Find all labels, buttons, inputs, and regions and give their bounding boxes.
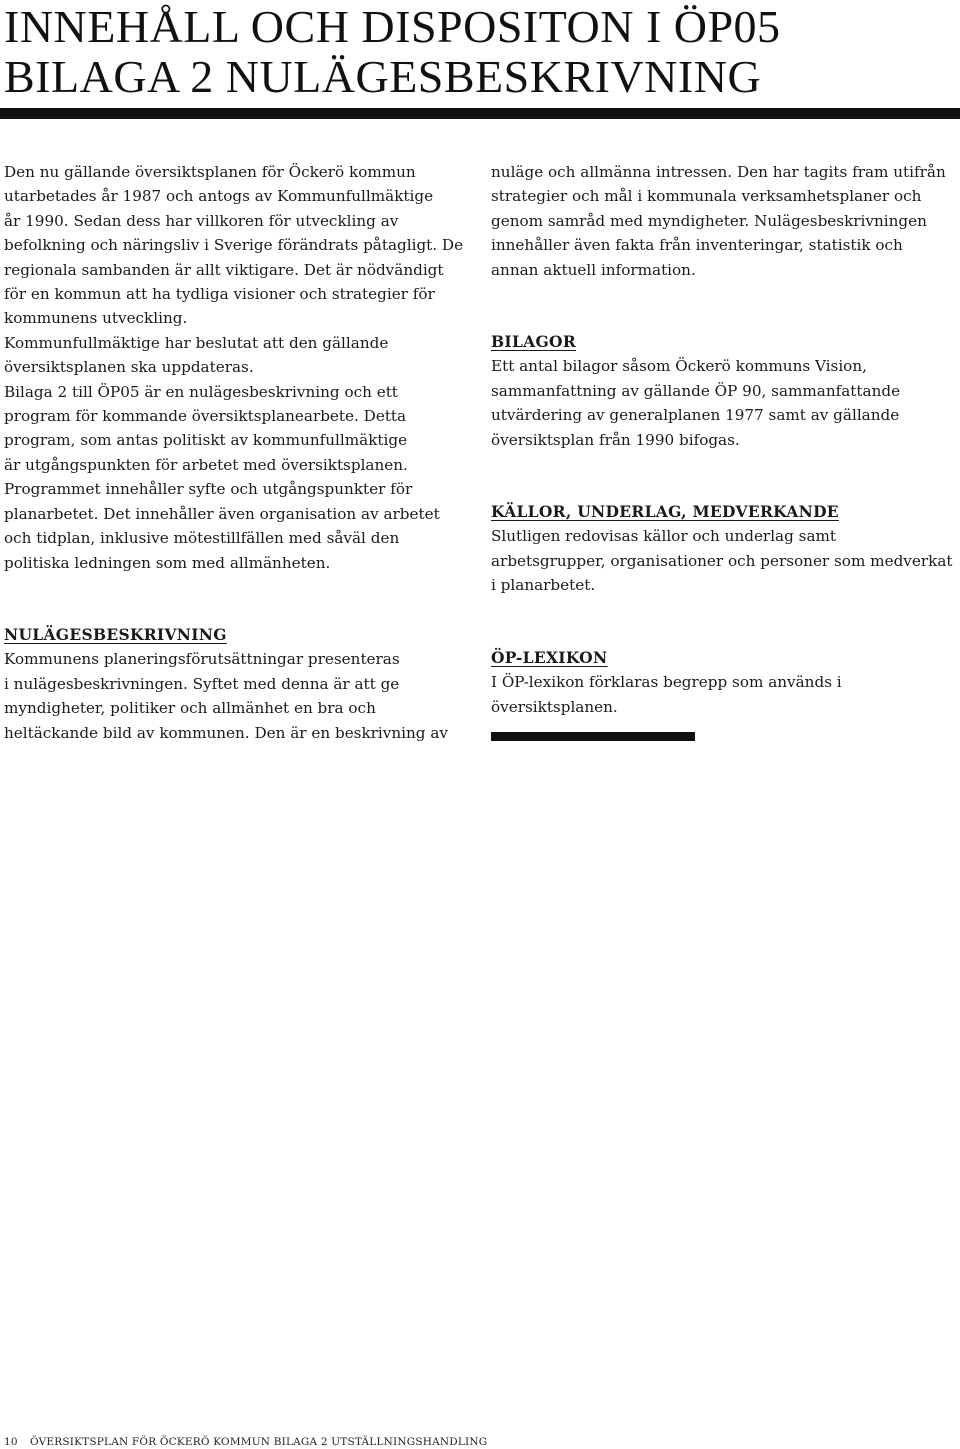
text-line: politiska ledningen som med allmänheten. bbox=[4, 553, 331, 572]
text-line: regionala sambanden är allt viktigare. Det är nödvändigt bbox=[4, 260, 444, 279]
text-line: befolkning och näringsliv i Sverige förändrats påtagligt. De bbox=[4, 236, 464, 255]
text-line: kommunens utveckling. bbox=[4, 309, 188, 328]
text-line: Programmet innehåller syfte och utgångspunkter för bbox=[4, 480, 413, 499]
text-line: utarbetades år 1987 och antogs av Kommunfullmäktige bbox=[4, 187, 434, 206]
text-line: innehåller även fakta från inventeringar, statistik och bbox=[491, 236, 903, 255]
nulagesbeskrivning-paragraph bbox=[4, 647, 474, 745]
continuation-paragraph bbox=[491, 160, 960, 282]
end-bar bbox=[491, 732, 695, 741]
text-line: är utgångspunkten för arbetet med översiktsplanen. bbox=[4, 455, 408, 474]
page-number: 10 bbox=[4, 1436, 18, 1448]
text-line: genom samråd med myndigheter. Nulägesbeskrivningen bbox=[491, 211, 927, 230]
text-line: I ÖP-lexikon förklaras begrepp som används i bbox=[491, 673, 842, 692]
text-line: Kommunfullmäktige har beslutat att den gällande bbox=[4, 333, 389, 352]
text-line: myndigheter, politiker och allmänhet en bra och bbox=[4, 699, 376, 718]
text-line: utvärdering av generalplanen 1977 samt av gällande bbox=[491, 406, 900, 425]
text-line: översiktsplan från 1990 bifogas. bbox=[491, 430, 740, 449]
text-line: arbetsgrupper, organisationer och personer som medverkat bbox=[491, 551, 953, 570]
text-line: och tidplan, inklusive mötestillfällen med såväl den bbox=[4, 529, 400, 548]
page-footer bbox=[4, 1436, 944, 1449]
text-line: planarbetet. Det innehåller även organisation av arbetet bbox=[4, 504, 440, 523]
text-line: i nulägesbeskrivningen. Syftet med denna är att ge bbox=[4, 674, 400, 693]
bilagor-heading: BILAGOR bbox=[491, 332, 576, 352]
right-column bbox=[491, 160, 960, 741]
text-line: översiktsplanen. bbox=[491, 697, 618, 716]
op-lexikon-paragraph bbox=[491, 670, 960, 719]
text-line: strategier och mål i kommunala verksamhetsplaner och bbox=[491, 187, 922, 206]
kallor-paragraph bbox=[491, 524, 960, 597]
text-line: sammanfattning av gällande ÖP 90, sammanfattande bbox=[491, 381, 901, 400]
nulagesbeskrivning-heading: NULÄGESBESKRIVNING bbox=[4, 624, 227, 644]
text-line: annan aktuell information. bbox=[491, 260, 696, 279]
page-title bbox=[4, 2, 954, 102]
op-lexikon-heading: ÖP-LEXIKON bbox=[491, 647, 608, 667]
text-line: Ett antal bilagor såsom Öckerö kommuns Vision, bbox=[491, 357, 867, 376]
text-line: Den nu gällande översiktsplanen för Öckerö kommun bbox=[4, 163, 416, 181]
text-line: Kommunens planeringsförutsättningar presenteras bbox=[4, 650, 400, 669]
text-line: Slutligen redovisas källor och underlag samt bbox=[491, 527, 837, 546]
title-line-1: INNEHÅLL OCH DISPOSITON I ÖP05 bbox=[4, 1, 781, 52]
text-line: program för kommande översiktsplanearbete. Detta bbox=[4, 407, 407, 426]
title-line-2: BILAGA 2 NULÄGESBESKRIVNING bbox=[4, 51, 762, 102]
text-line: i planarbetet. bbox=[491, 576, 596, 595]
header-rule bbox=[0, 108, 960, 119]
text-line: år 1990. Sedan dess har villkoren för utveckling av bbox=[4, 211, 399, 230]
text-line: heltäckande bild av kommunen. Den är en beskrivning av bbox=[4, 723, 448, 742]
text-line: nuläge och allmänna intressen. Den har tagits fram utifrån bbox=[491, 163, 946, 181]
text-line: översiktsplanen ska uppdateras. bbox=[4, 358, 254, 377]
text-line: Bilaga 2 till ÖP05 är en nulägesbeskrivning och ett bbox=[4, 382, 398, 401]
footer-text: ÖVERSIKTSPLAN FÖR ÖCKERÖ KOMMUN BILAGA 2 UTSTÄLLNINGSHANDLING bbox=[30, 1436, 488, 1448]
left-column bbox=[4, 160, 474, 745]
bilagor-paragraph bbox=[491, 354, 960, 452]
text-line: för en kommun att ha tydliga visioner och strategier för bbox=[4, 285, 435, 304]
kallor-heading: KÄLLOR, UNDERLAG, MEDVERKANDE bbox=[491, 502, 839, 522]
text-line: program, som antas politiskt av kommunfullmäktige bbox=[4, 431, 408, 450]
intro-paragraph bbox=[4, 160, 474, 575]
